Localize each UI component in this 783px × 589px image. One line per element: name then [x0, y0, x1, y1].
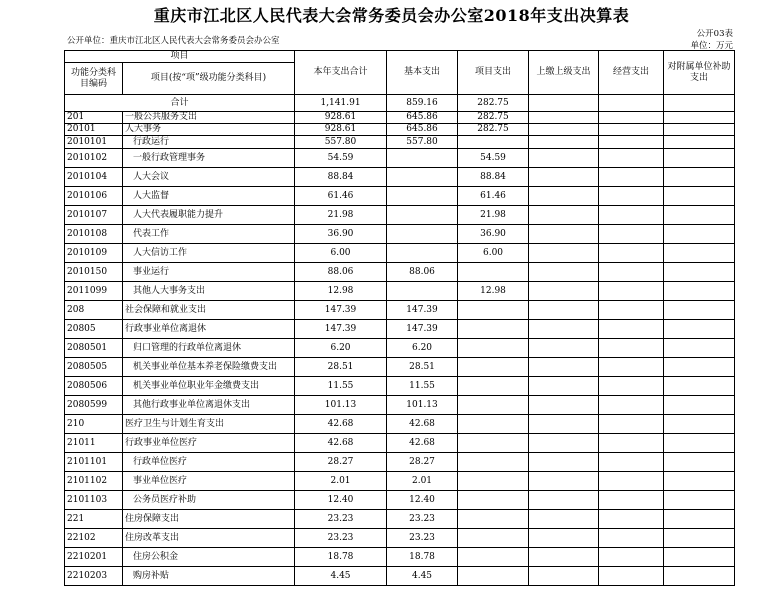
name-cell: 人大事务: [123, 124, 295, 136]
expenditure-table: [64, 50, 735, 586]
upper-cell: [529, 434, 599, 453]
basic-cell: 147.39: [387, 301, 458, 320]
project-cell: [458, 548, 529, 567]
subsidy-cell: [664, 396, 735, 415]
project-cell: [458, 358, 529, 377]
code-cell: 2010107: [65, 206, 123, 225]
name-cell: 人大会议: [123, 168, 295, 187]
project-cell: 12.98: [458, 282, 529, 301]
total-operating: [599, 95, 664, 112]
upper-cell: [529, 396, 599, 415]
currency-unit: 单位：万元: [690, 41, 733, 51]
total-cell: 6.20: [295, 339, 387, 358]
table-row: [65, 112, 735, 124]
operating-cell: [599, 124, 664, 136]
operating-cell: [599, 453, 664, 472]
operating-cell: [599, 548, 664, 567]
name-cell: 事业运行: [123, 263, 295, 282]
upper-cell: [529, 136, 599, 149]
table-row: [65, 225, 735, 244]
operating-cell: [599, 529, 664, 548]
table-row: [65, 510, 735, 529]
project-cell: [458, 339, 529, 358]
operating-cell: [599, 168, 664, 187]
name-cell: 机关事业单位基本养老保险缴费支出: [123, 358, 295, 377]
table-row: [65, 529, 735, 548]
basic-cell: 18.78: [387, 548, 458, 567]
table-row: [65, 491, 735, 510]
operating-cell: [599, 434, 664, 453]
operating-cell: [599, 567, 664, 586]
subsidy-cell: [664, 510, 735, 529]
name-cell: 人大代表履职能力提升: [123, 206, 295, 225]
subsidy-cell: [664, 434, 735, 453]
subsidy-cell: [664, 206, 735, 225]
upper-cell: [529, 415, 599, 434]
name-cell: 购房补贴: [123, 567, 295, 586]
project-cell: 36.90: [458, 225, 529, 244]
table-row: [65, 149, 735, 168]
total-cell: 928.61: [295, 124, 387, 136]
basic-cell: [387, 244, 458, 263]
operating-cell: [599, 206, 664, 225]
name-cell: 一般行政管理事务: [123, 149, 295, 168]
code-cell: 2010106: [65, 187, 123, 206]
table-row: [65, 282, 735, 301]
code-cell: 2010102: [65, 149, 123, 168]
code-cell: 2101103: [65, 491, 123, 510]
basic-cell: [387, 168, 458, 187]
total-cell: 42.68: [295, 415, 387, 434]
total-cell: 23.23: [295, 529, 387, 548]
basic-cell: 28.27: [387, 453, 458, 472]
basic-cell: [387, 206, 458, 225]
total-cell: 61.46: [295, 187, 387, 206]
upper-cell: [529, 149, 599, 168]
name-cell: 住房改革支出: [123, 529, 295, 548]
project-cell: [458, 491, 529, 510]
code-cell: 20805: [65, 320, 123, 339]
project-cell: [458, 263, 529, 282]
table-row: [65, 396, 735, 415]
code-cell: 2010101: [65, 136, 123, 149]
table-row: [65, 320, 735, 339]
header-project-expense: 项目支出: [458, 51, 529, 95]
subsidy-cell: [664, 453, 735, 472]
upper-cell: [529, 301, 599, 320]
total-cell: 28.27: [295, 453, 387, 472]
upper-cell: [529, 339, 599, 358]
subsidy-cell: [664, 567, 735, 586]
upper-cell: [529, 320, 599, 339]
table-row: [65, 415, 735, 434]
upper-cell: [529, 491, 599, 510]
name-cell: 医疗卫生与计划生育支出: [123, 415, 295, 434]
header-total: 本年支出合计: [295, 51, 387, 95]
basic-cell: 101.13: [387, 396, 458, 415]
project-cell: 54.59: [458, 149, 529, 168]
table-row: [65, 263, 735, 282]
total-cell: 88.06: [295, 263, 387, 282]
total-cell: 28.51: [295, 358, 387, 377]
basic-cell: [387, 149, 458, 168]
upper-cell: [529, 225, 599, 244]
operating-cell: [599, 263, 664, 282]
name-cell: 住房公积金: [123, 548, 295, 567]
name-cell: 代表工作: [123, 225, 295, 244]
operating-cell: [599, 225, 664, 244]
subsidy-cell: [664, 263, 735, 282]
operating-cell: [599, 358, 664, 377]
total-subsidy: [664, 95, 735, 112]
project-cell: [458, 320, 529, 339]
code-cell: 201: [65, 112, 123, 124]
basic-cell: 11.55: [387, 377, 458, 396]
basic-cell: 42.68: [387, 415, 458, 434]
operating-cell: [599, 112, 664, 124]
upper-cell: [529, 377, 599, 396]
project-cell: [458, 510, 529, 529]
project-cell: [458, 529, 529, 548]
name-cell: 归口管理的行政单位离退休: [123, 339, 295, 358]
operating-cell: [599, 339, 664, 358]
upper-cell: [529, 510, 599, 529]
code-cell: 208: [65, 301, 123, 320]
name-cell: 人大信访工作: [123, 244, 295, 263]
basic-cell: 42.68: [387, 434, 458, 453]
table-row: [65, 206, 735, 225]
total-cell: 928.61: [295, 112, 387, 124]
header-operating: 经营支出: [599, 51, 664, 95]
basic-cell: [387, 225, 458, 244]
code-cell: 20101: [65, 124, 123, 136]
project-cell: 88.84: [458, 168, 529, 187]
basic-cell: 23.23: [387, 510, 458, 529]
subsidy-cell: [664, 149, 735, 168]
total-basic: 859.16: [387, 95, 458, 112]
table-row: [65, 136, 735, 149]
code-cell: 2010150: [65, 263, 123, 282]
header-subsidy: 对附属单位补助支出: [664, 51, 735, 95]
table-row: [65, 377, 735, 396]
table-row: [65, 301, 735, 320]
name-cell: 行政运行: [123, 136, 295, 149]
project-cell: 6.00: [458, 244, 529, 263]
total-cell: 36.90: [295, 225, 387, 244]
name-cell: 社会保障和就业支出: [123, 301, 295, 320]
subsidy-cell: [664, 320, 735, 339]
upper-cell: [529, 112, 599, 124]
code-cell: 221: [65, 510, 123, 529]
header-name: 项目(按“项”级功能分类科目): [123, 63, 295, 95]
subsidy-cell: [664, 225, 735, 244]
basic-cell: [387, 282, 458, 301]
subsidy-cell: [664, 472, 735, 491]
operating-cell: [599, 320, 664, 339]
basic-cell: 6.20: [387, 339, 458, 358]
code-cell: 2010108: [65, 225, 123, 244]
upper-cell: [529, 263, 599, 282]
total-cell: 147.39: [295, 320, 387, 339]
upper-cell: [529, 168, 599, 187]
total-row: [65, 95, 735, 112]
code-cell: 2011099: [65, 282, 123, 301]
name-cell: 行政事业单位医疗: [123, 434, 295, 453]
subsidy-cell: [664, 415, 735, 434]
basic-cell: 23.23: [387, 529, 458, 548]
code-cell: 2210201: [65, 548, 123, 567]
total-cell: 6.00: [295, 244, 387, 263]
table-row: [65, 548, 735, 567]
name-cell: 住房保障支出: [123, 510, 295, 529]
total-cell: 88.84: [295, 168, 387, 187]
total-cell: 147.39: [295, 301, 387, 320]
table-row: [65, 358, 735, 377]
total-amount: 1,141.91: [295, 95, 387, 112]
code-cell: 2080599: [65, 396, 123, 415]
subsidy-cell: [664, 112, 735, 124]
total-label: 合计: [65, 95, 295, 112]
subsidy-cell: [664, 168, 735, 187]
operating-cell: [599, 491, 664, 510]
report-title: 重庆市江北区人民代表大会常务委员会办公室2018年支出决算表: [153, 6, 630, 25]
total-cell: 23.23: [295, 510, 387, 529]
operating-cell: [599, 187, 664, 206]
basic-cell: 645.86: [387, 124, 458, 136]
operating-cell: [599, 282, 664, 301]
subsidy-cell: [664, 136, 735, 149]
subsidy-cell: [664, 529, 735, 548]
upper-cell: [529, 472, 599, 491]
total-cell: 101.13: [295, 396, 387, 415]
operating-cell: [599, 415, 664, 434]
total-cell: 21.98: [295, 206, 387, 225]
basic-cell: [387, 187, 458, 206]
upper-cell: [529, 282, 599, 301]
name-cell: 其他人大事务支出: [123, 282, 295, 301]
name-cell: 其他行政事业单位离退休支出: [123, 396, 295, 415]
project-cell: 282.75: [458, 124, 529, 136]
operating-cell: [599, 136, 664, 149]
project-cell: 21.98: [458, 206, 529, 225]
upper-cell: [529, 187, 599, 206]
header-code: 功能分类科目编码: [65, 63, 123, 95]
upper-cell: [529, 124, 599, 136]
table-row: [65, 472, 735, 491]
subsidy-cell: [664, 124, 735, 136]
header-basic: 基本支出: [387, 51, 458, 95]
code-cell: 21011: [65, 434, 123, 453]
subsidy-cell: [664, 244, 735, 263]
upper-cell: [529, 567, 599, 586]
code-cell: 2010109: [65, 244, 123, 263]
project-cell: [458, 396, 529, 415]
total-upper: [529, 95, 599, 112]
total-cell: 557.80: [295, 136, 387, 149]
operating-cell: [599, 377, 664, 396]
name-cell: 行政事业单位离退休: [123, 320, 295, 339]
name-cell: 行政单位医疗: [123, 453, 295, 472]
code-cell: 210: [65, 415, 123, 434]
project-cell: [458, 415, 529, 434]
basic-cell: 12.40: [387, 491, 458, 510]
total-cell: 2.01: [295, 472, 387, 491]
project-cell: [458, 377, 529, 396]
reporting-unit: 公开单位：重庆市江北区人民代表大会常务委员会办公室: [67, 36, 280, 46]
name-cell: 公务员医疗补助: [123, 491, 295, 510]
operating-cell: [599, 510, 664, 529]
operating-cell: [599, 396, 664, 415]
code-cell: 2080501: [65, 339, 123, 358]
total-cell: 4.45: [295, 567, 387, 586]
subsidy-cell: [664, 301, 735, 320]
project-cell: 282.75: [458, 112, 529, 124]
project-cell: [458, 453, 529, 472]
project-cell: [458, 567, 529, 586]
basic-cell: 557.80: [387, 136, 458, 149]
project-cell: [458, 301, 529, 320]
name-cell: 人大监督: [123, 187, 295, 206]
code-cell: 2101102: [65, 472, 123, 491]
upper-cell: [529, 206, 599, 225]
table-row: [65, 453, 735, 472]
project-cell: 61.46: [458, 187, 529, 206]
code-cell: 2101101: [65, 453, 123, 472]
upper-cell: [529, 548, 599, 567]
operating-cell: [599, 149, 664, 168]
code-cell: 2080506: [65, 377, 123, 396]
subsidy-cell: [664, 282, 735, 301]
operating-cell: [599, 301, 664, 320]
basic-cell: 147.39: [387, 320, 458, 339]
subsidy-cell: [664, 548, 735, 567]
subsidy-cell: [664, 339, 735, 358]
upper-cell: [529, 453, 599, 472]
basic-cell: 4.45: [387, 567, 458, 586]
project-cell: [458, 472, 529, 491]
operating-cell: [599, 244, 664, 263]
basic-cell: 28.51: [387, 358, 458, 377]
basic-cell: 88.06: [387, 263, 458, 282]
subsidy-cell: [664, 358, 735, 377]
basic-cell: 2.01: [387, 472, 458, 491]
total-cell: 42.68: [295, 434, 387, 453]
upper-cell: [529, 529, 599, 548]
upper-cell: [529, 358, 599, 377]
table-row: [65, 124, 735, 136]
code-cell: 22102: [65, 529, 123, 548]
total-cell: 54.59: [295, 149, 387, 168]
name-cell: 一般公共服务支出: [123, 112, 295, 124]
table-row: [65, 434, 735, 453]
form-number: 公开03表: [696, 29, 733, 39]
name-cell: 事业单位医疗: [123, 472, 295, 491]
upper-cell: [529, 244, 599, 263]
subsidy-cell: [664, 491, 735, 510]
table-row: [65, 339, 735, 358]
name-cell: 机关事业单位职业年金缴费支出: [123, 377, 295, 396]
code-cell: 2210203: [65, 567, 123, 586]
subsidy-cell: [664, 377, 735, 396]
total-cell: 18.78: [295, 548, 387, 567]
total-cell: 12.98: [295, 282, 387, 301]
table-row: [65, 567, 735, 586]
code-cell: 2010104: [65, 168, 123, 187]
total-cell: 11.55: [295, 377, 387, 396]
table-row: [65, 168, 735, 187]
basic-cell: 645.86: [387, 112, 458, 124]
project-cell: [458, 136, 529, 149]
project-cell: [458, 434, 529, 453]
operating-cell: [599, 472, 664, 491]
header-project: 项目: [65, 51, 295, 63]
table-row: [65, 244, 735, 263]
table-row: [65, 187, 735, 206]
total-cell: 12.40: [295, 491, 387, 510]
header-upper-payment: 上缴上级支出: [529, 51, 599, 95]
code-cell: 2080505: [65, 358, 123, 377]
subsidy-cell: [664, 187, 735, 206]
total-project: 282.75: [458, 95, 529, 112]
